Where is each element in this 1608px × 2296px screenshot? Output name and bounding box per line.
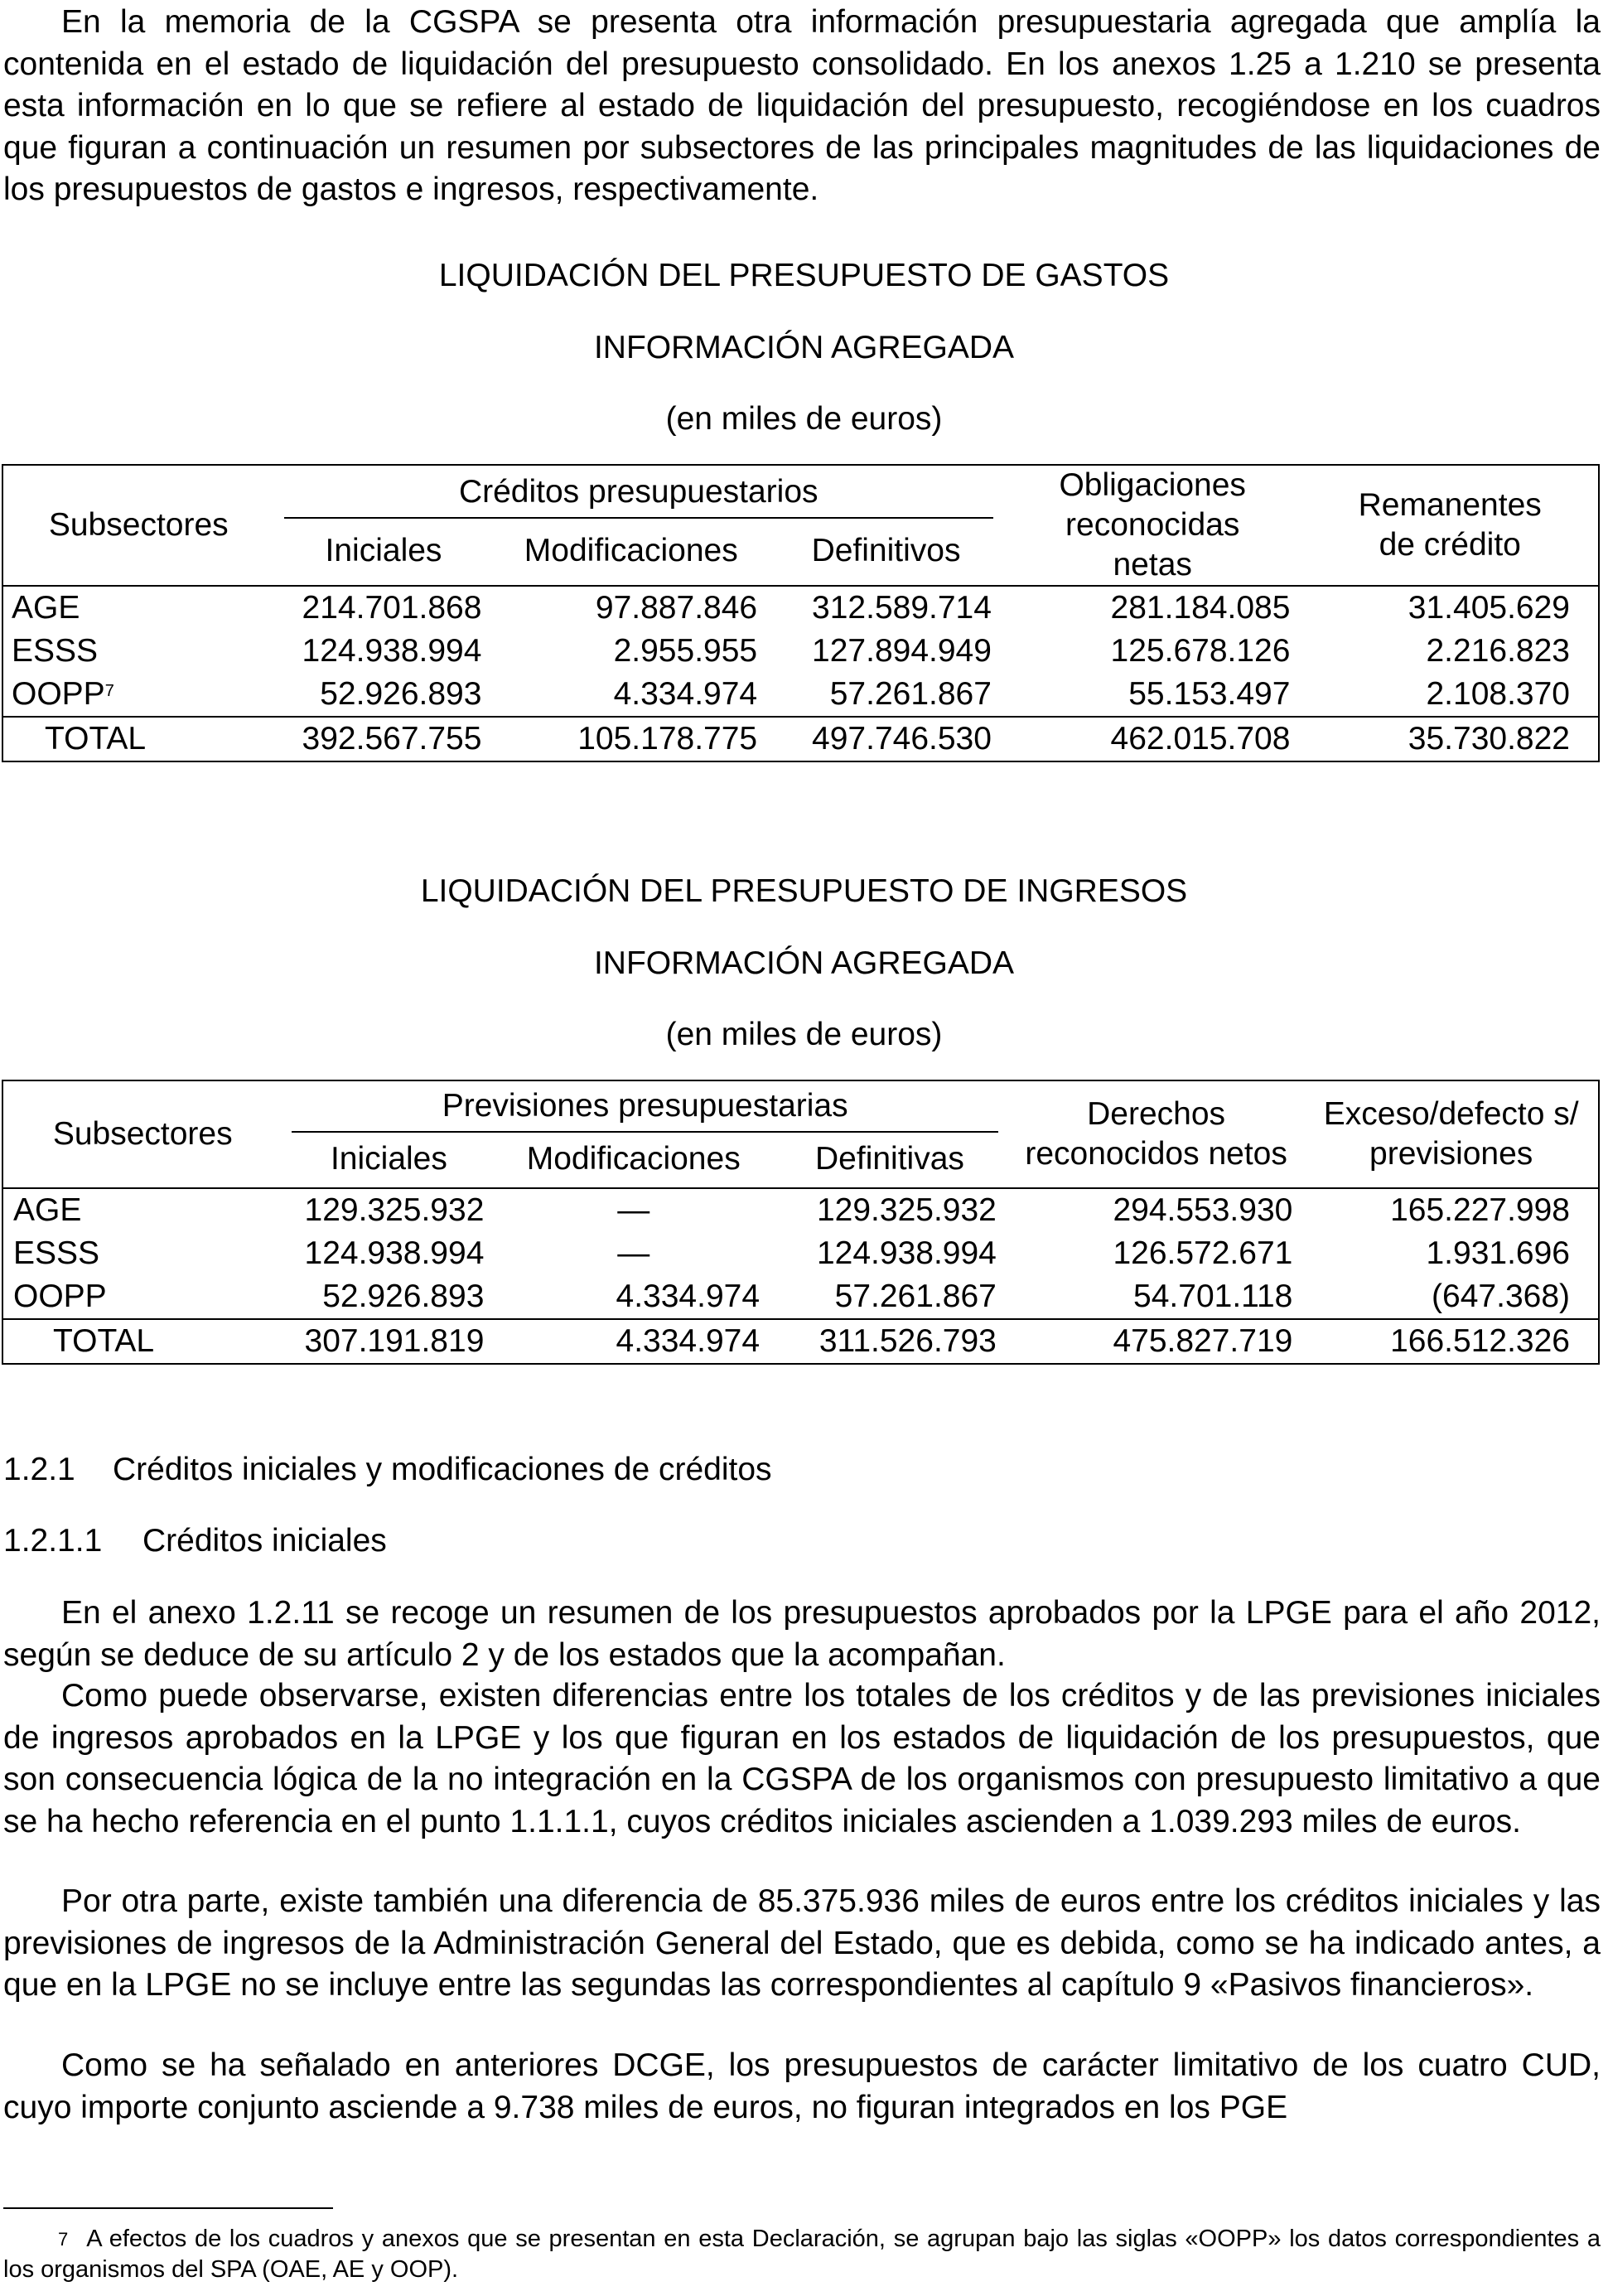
gastos-header-definitivos: Definitivos xyxy=(769,521,1003,586)
total-row: TOTAL 307.191.819 4.334.974 311.526.793 475.827.719 166.512.326 xyxy=(2,1319,1599,1364)
gastos-units: (en miles de euros) xyxy=(665,401,943,437)
ingresos-header-exceso: Exceso/defecto s/ previsiones xyxy=(1304,1080,1599,1188)
gastos-subtitle: INFORMACIÓN AGREGADA xyxy=(593,330,1015,365)
body-paragraph-4: Como se ha señalado en anteriores DCGE, los presupuestos de carácter limitativo de los cuatro CUD, cuyo importe conjunto asciende a 9.738 miles de euros, no figuran integrados en los PGE xyxy=(3,2047,1601,2125)
gastos-table xyxy=(2,464,1600,762)
gastos-header-iniciales: Iniciales xyxy=(274,521,494,586)
gastos-header-remanentes: Remanentes de crédito xyxy=(1301,465,1599,586)
table-row: OOPP$^7$ 52.926.893 4.334.974 57.261.867 55.153.497 2.108.370 xyxy=(12,676,1570,712)
footnote-separator xyxy=(3,2207,333,2209)
ingresos-table xyxy=(2,1080,1600,1365)
body-paragraph-2: Como puede observarse, existen diferencias entre los totales de los créditos y de las previsiones iniciales de ingresos aprobados en la LPGE y los que figuran en los estados de liquidación de los presupuestos, que son consecuencia lógica de la no integración en la CGSPA de los organismos con presupuesto limitativo a que se ha hecho referencia en el punto 1.1.1.1, cuyos créditos iniciales ascienden a 1.039.293 miles de euros. xyxy=(3,1678,1601,1839)
gastos-header-modificaciones: Modificaciones xyxy=(493,521,769,586)
table-row: AGE 214.701.868 97.887.846 312.589.714 281.184.085 31.405.629 xyxy=(12,590,1570,626)
ingresos-subtitle: INFORMACIÓN AGREGADA xyxy=(593,945,1015,981)
footnote-marker: 7 xyxy=(58,2229,69,2250)
body-paragraph-1: En el anexo 1.2.11 se recoge un resumen de los presupuestos aprobados por la LPGE para el año 2012, según se deduce de su artículo 2 y de los estados que la acompañan. xyxy=(3,1595,1601,1673)
footnote: $^7$ A efectos de los cuadros y anexos que se presentan en esta Declaración, se agrupan bajo las siglas «OOPP» los datos correspondientes a los organismos del SPA (OAE, AE y OOP). xyxy=(3,2226,1601,2283)
section-heading-1-2-1-1: 1.2.1.1 Créditos iniciales xyxy=(3,1523,387,1559)
ingresos-header-modificaciones: Modificaciones xyxy=(495,1133,771,1188)
body-paragraph-3: Por otra parte, existe también una diferencia de 85.375.936 miles de euros entre los créditos iniciales y las previsiones de ingresos de la Administración General del Estado, que es debida, como se ha indicado antes, a que en la LPGE no se incluye entre las segundas las correspondientes al capítulo 9 «Pasivos financieros». xyxy=(3,1883,1601,2003)
ingresos-header-iniciales: Iniciales xyxy=(282,1133,495,1188)
ingresos-header-derechos: Derechos reconocidos netos xyxy=(1008,1080,1304,1188)
table-row: OOPP 52.926.893 4.334.974 57.261.867 54.701.118 (647.368) xyxy=(13,1279,1570,1314)
table-row: AGE 129.325.932 — 129.325.932 294.553.930 165.227.998 xyxy=(13,1192,1570,1228)
gastos-title: LIQUIDACIÓN DEL PRESUPUESTO DE GASTOS xyxy=(438,258,1170,293)
gastos-header-group: Créditos presupuestarios xyxy=(274,465,1003,521)
intro-paragraph: En la memoria de la CGSPA se presenta otra información presupuestaria agregada que amplía la contenida en el estado de liquidación del presupuesto consolidado. En los anexos 1.25 a 1.210 se presenta esta información en lo que se refiere al estado de liquidación del presupuesto, recogiéndose en los cuadros que figuran a continuación un resumen por subsectores de las principales magnitudes de las liquidaciones de los presupuestos de gastos e ingresos, respectivamente. xyxy=(3,4,1601,207)
table-row: ESSS 124.938.994 2.955.955 127.894.949 125.678.126 2.216.823 xyxy=(12,633,1570,669)
total-row: TOTAL 392.567.755 105.178.775 497.746.530 462.015.708 35.730.822 xyxy=(2,717,1599,761)
ingresos-header-group: Previsiones presupuestarias xyxy=(282,1080,1007,1133)
ingresos-units: (en miles de euros) xyxy=(665,1017,943,1052)
gastos-header-subsectores: Subsectores xyxy=(2,465,274,586)
gastos-header-obligaciones: Obligaciones reconocidas netas xyxy=(1003,465,1302,586)
section-heading-1-2-1: 1.2.1 Créditos iniciales y modificaciones de créditos xyxy=(3,1452,772,1487)
ingresos-header-subsectores: Subsectores xyxy=(2,1080,282,1188)
footnote-ref: 7 xyxy=(104,682,114,700)
ingresos-title: LIQUIDACIÓN DEL PRESUPUESTO DE INGRESOS xyxy=(420,873,1188,909)
ingresos-header-definitivas: Definitivas xyxy=(771,1133,1008,1188)
table-row: ESSS 124.938.994 — 124.938.994 126.572.671 1.931.696 xyxy=(13,1235,1570,1271)
